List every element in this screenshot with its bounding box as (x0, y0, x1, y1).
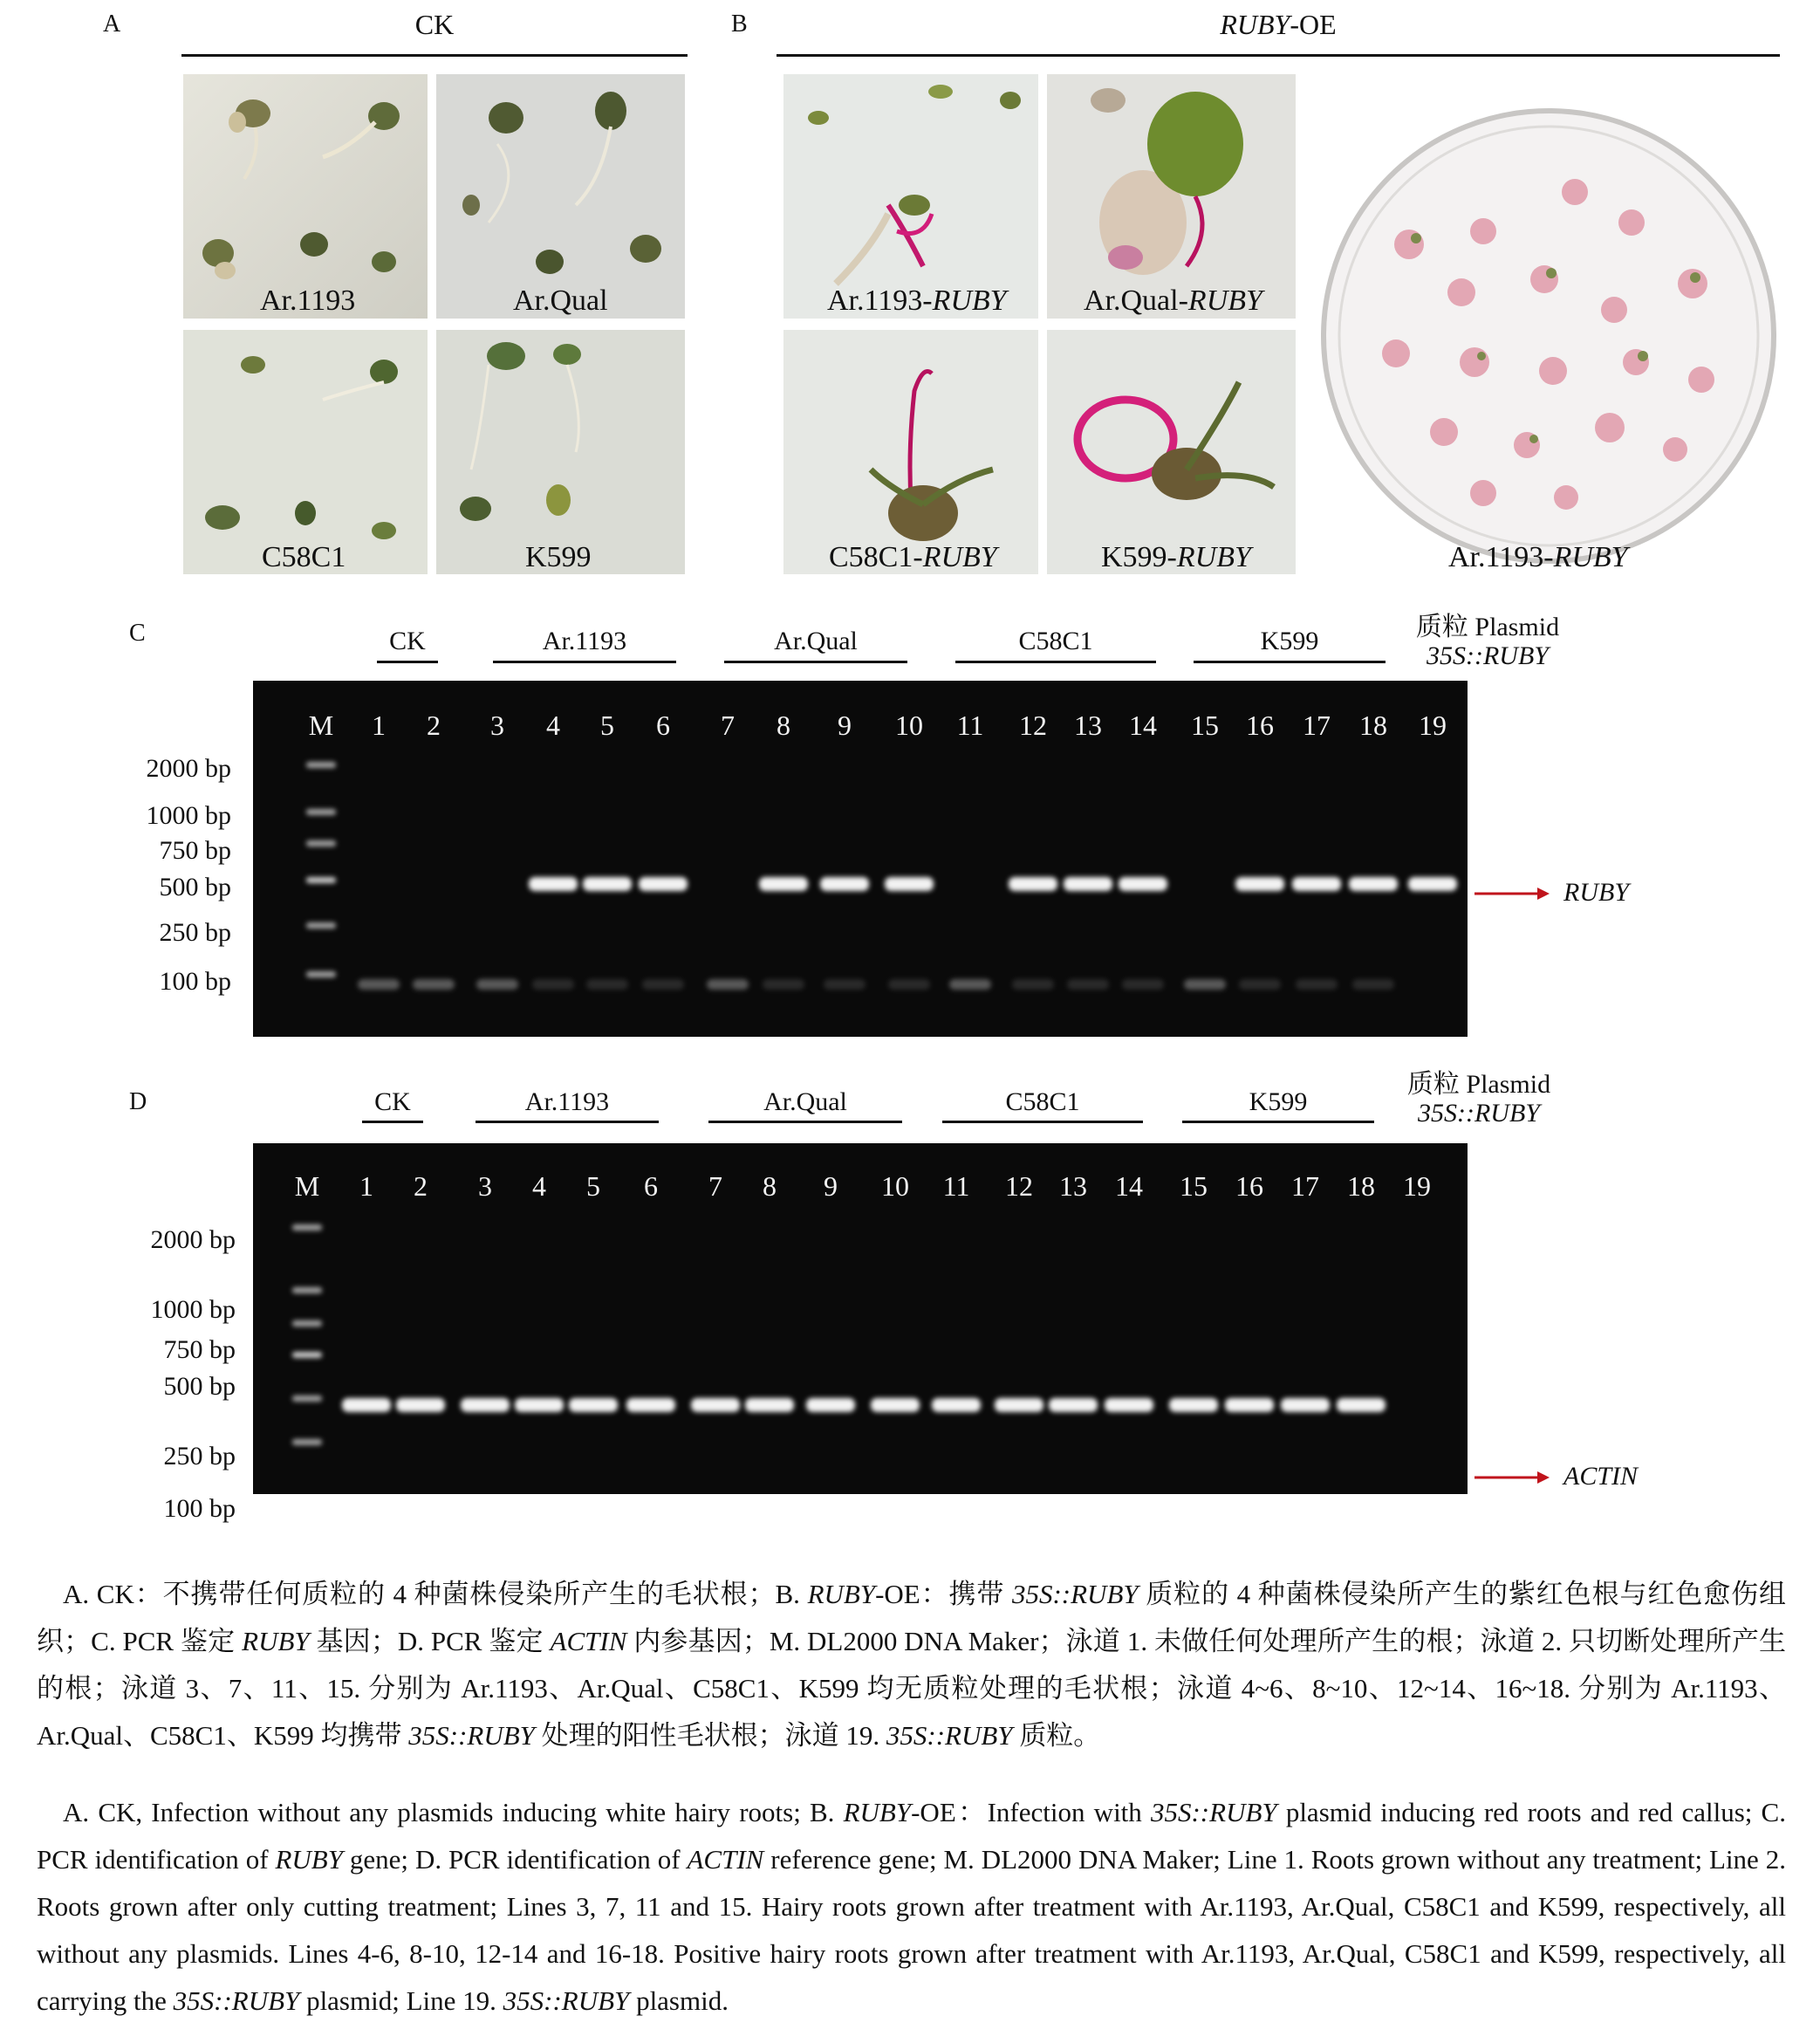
gel-lane-label: 15 (1191, 710, 1219, 741)
gel-lane-label: 19 (1419, 710, 1447, 741)
caption-en-run: plasmid. (629, 1985, 729, 2016)
caption-en-run: A. CK, Infection without any plasmids inducing white hairy roots; B. (63, 1797, 844, 1827)
sample-band-lane-10 (871, 1398, 920, 1412)
gel-c-group-k599: K599 (1260, 627, 1319, 655)
primer-dimer-smear (1067, 979, 1109, 990)
ladder-band (292, 1352, 322, 1358)
sample-band-lane-4 (529, 877, 578, 891)
panel-label-b: B (731, 10, 748, 38)
caption-en-run: reference gene; M. DL2000 DNA Maker; Line 1. Roots grown without any treatment; Line 2. Roots grown after only cutting treatment; Lines 3, 7, 11 and 15. Hairy roots grown after treatment with Ar.1193, Ar.Qual, C58C1 and K599, respectively, all without any plasmids. Lines 4-6, 8-10, 12-14 and 16-18. Positive hairy roots grown after treatment with Ar.1193, Ar.Qual, C58C1 and K599, respectively, all carrying the (37, 1844, 1786, 2016)
gel-lane-label: 6 (644, 1170, 658, 1202)
caption-cn-run: -OE：携带 (875, 1579, 1012, 1609)
gel-d-group-arqual-rule (708, 1121, 902, 1123)
panel-label-c: C (129, 620, 146, 647)
gel-d-group-ar1193: Ar.1193 (524, 1087, 610, 1116)
photo-caption-ruby-k599: K599-RUBY (1101, 541, 1251, 573)
ladder-band (292, 1320, 322, 1327)
primer-dimer-smear (763, 979, 804, 990)
gel-d-group-c58c1: C58C1 (1005, 1087, 1080, 1116)
photo-ruby-k599 (1047, 330, 1296, 574)
gel-lane-label: 5 (586, 1170, 600, 1202)
sample-band-lane-13 (1049, 1398, 1098, 1412)
primer-dimer-smear (586, 979, 628, 990)
gel-lane-label: 3 (478, 1170, 492, 1202)
gel-c-group-c58c1: C58C1 (1018, 627, 1093, 655)
gel-lane-label: 1 (359, 1170, 373, 1202)
ladder-band (306, 809, 336, 815)
sample-band-lane-16 (1235, 877, 1284, 891)
ladder-band (292, 1287, 322, 1293)
gel-lane-label: 10 (895, 710, 923, 741)
gel-lane-label: 9 (838, 710, 852, 741)
gel-c-ladder-label-500: 500 bp (159, 873, 231, 902)
panel-a-header: CK (414, 9, 455, 40)
gel-lane-label: 16 (1235, 1170, 1263, 1202)
primer-dimer-smear (642, 979, 684, 990)
gel-c-image (253, 681, 1468, 1037)
gel-c-group-ar1193: Ar.1193 (542, 627, 627, 655)
photo-ck-ar1193 (183, 74, 428, 319)
ladder-band (292, 1395, 322, 1402)
primer-dimer-smear (1012, 979, 1054, 990)
gel-lane-label: 10 (881, 1170, 909, 1202)
gel-d-group-ck: CK (374, 1087, 411, 1116)
gel-lane-label: M (294, 1170, 320, 1202)
gel-lane-label: 7 (721, 710, 735, 741)
sample-band-lane-13 (1064, 877, 1112, 891)
sample-band-lane-8 (745, 1398, 794, 1412)
gel-c-group-k599-rule (1194, 661, 1386, 663)
gel-lane-label: 12 (1019, 710, 1047, 741)
caption-en-run: RUBY (843, 1797, 912, 1827)
gel-lane-label: 17 (1303, 710, 1331, 741)
ladder-band (306, 762, 336, 768)
caption-cn-run: 处理的阳性毛状根；泳道 19. (534, 1720, 886, 1751)
caption-cn-run: RUBY (242, 1626, 310, 1656)
ladder-band (306, 877, 336, 883)
caption-cn-run: A. CK：不携带任何质粒的 4 种菌株侵染所产生的毛状根；B. (63, 1579, 808, 1609)
gel-c-ladder-label-2000: 2000 bp (146, 754, 231, 783)
ladder-band (306, 840, 336, 847)
gel-lane-label: 1 (372, 710, 386, 741)
gel-lane-label: 11 (942, 1170, 970, 1202)
caption-cn-run: 基因；D. PCR 鉴定 (309, 1626, 551, 1656)
photo-caption-ck-ar1193: Ar.1193 (260, 285, 356, 317)
primer-dimer-smear (949, 979, 991, 990)
gel-lane-label: 13 (1074, 710, 1102, 741)
sample-band-lane-16 (1225, 1398, 1274, 1412)
primer-dimer-smear (358, 979, 400, 990)
gel-lane-label: 15 (1180, 1170, 1208, 1202)
gel-lane-label: 4 (546, 710, 560, 741)
sample-band-lane-11 (932, 1398, 981, 1412)
gel-lane-label: 19 (1403, 1170, 1431, 1202)
gel-lane-label: 2 (427, 710, 441, 741)
gel-c-ladder-label-1000: 1000 bp (146, 801, 231, 830)
primer-dimer-smear (413, 979, 455, 990)
primer-dimer-smear (1184, 979, 1226, 990)
gel-d-group-ar1193-rule (476, 1121, 659, 1123)
caption-cn-run: 内参基因；M. DL2000 DNA Maker；泳道 1. 未做任何处理所产生的根；泳道 2. 只切断处理所产生的根；泳道 3、7、11、15. 分别为 Ar.1193、Ar.Qual、C58C1、K599 均无质粒处理的毛状根；泳道 4~6、8~10、12~14、16~18. 分别为 Ar.1193、Ar.Qual、C58C1、K599 均携带 (37, 1626, 1786, 1751)
gel-d-target-label: ACTIN (1563, 1462, 1639, 1491)
photo-ck-c58c1 (183, 330, 428, 574)
gel-d-ladder-label-750: 750 bp (163, 1335, 236, 1364)
sample-band-lane-12 (1009, 877, 1057, 891)
gel-c-group-arqual-rule (724, 661, 907, 663)
photo-ruby-c58c1 (783, 330, 1038, 574)
gel-c-group-ck-rule (377, 661, 438, 663)
gel-d-ladder-label-250: 250 bp (163, 1442, 236, 1471)
gel-lane-label: 14 (1115, 1170, 1143, 1202)
sample-band-lane-18 (1337, 1398, 1386, 1412)
photo-caption-ck-k599: K599 (525, 541, 592, 573)
gel-lane-label: 18 (1347, 1170, 1375, 1202)
gel-lane-label: 16 (1246, 710, 1274, 741)
sample-band-lane-17 (1281, 1398, 1330, 1412)
gel-lane-label: 8 (777, 710, 790, 741)
sample-band-lane-7 (691, 1398, 740, 1412)
gel-lane-label: 18 (1359, 710, 1387, 741)
gel-d-ladder-label-2000: 2000 bp (150, 1225, 236, 1254)
primer-dimer-smear (476, 979, 518, 990)
gel-lane-label: 3 (490, 710, 504, 741)
sample-band-lane-18 (1349, 877, 1398, 891)
panel-b-header: RUBY-OE (1220, 9, 1337, 40)
gel-d-group-arqual: Ar.Qual (763, 1087, 847, 1116)
sample-band-lane-9 (820, 877, 869, 891)
photo-ruby-ar1193 (783, 74, 1038, 319)
photo-ck-arqual (436, 74, 685, 319)
gel-c-ladder-label-100: 100 bp (159, 967, 231, 996)
caption-cn-run: 35S::RUBY (1011, 1579, 1139, 1609)
panel-a-header-rule (181, 54, 688, 57)
primer-dimer-smear (532, 979, 574, 990)
caption-en-run: gene; D. PCR identification of (342, 1844, 688, 1875)
gel-d-arrow-icon (1473, 1469, 1551, 1486)
ladder-band (306, 922, 336, 929)
gel-lane-label: 5 (600, 710, 614, 741)
sample-band-lane-6 (639, 877, 688, 891)
sample-band-lane-14 (1119, 877, 1167, 891)
gel-d-group-c58c1-rule (942, 1121, 1143, 1123)
photo-ruby-arqual (1047, 74, 1296, 319)
ladder-band (292, 1439, 322, 1445)
sample-band-lane-5 (569, 1398, 618, 1412)
gel-lane-label: 12 (1005, 1170, 1033, 1202)
sample-band-lane-12 (995, 1398, 1043, 1412)
gel-c-group-ck: CK (389, 627, 426, 655)
sample-band-lane-8 (759, 877, 808, 891)
primer-dimer-smear (1239, 979, 1281, 990)
caption-cn-run: 质粒的 4 种菌株侵染所产生的紫红色根与红色愈伤组织；C. PCR 鉴定 (37, 1579, 1786, 1656)
gel-d-image (253, 1143, 1468, 1494)
photo-ck-k599 (436, 330, 685, 574)
gel-c-group-ar1193-rule (493, 661, 676, 663)
gel-lane-label: 2 (414, 1170, 428, 1202)
gel-d-ladder-label-500: 500 bp (163, 1372, 236, 1401)
gel-d-plasmid-label: 质粒 Plasmid 35S::RUBY (1406, 1070, 1551, 1128)
caption-en-run: 35S::RUBY (503, 1985, 630, 2016)
gel-lane-label: M (308, 710, 334, 741)
caption-en-run: 35S::RUBY (173, 1985, 300, 2016)
gel-c-group-arqual: Ar.Qual (774, 627, 858, 655)
figure-caption-english (37, 1789, 1786, 2025)
figure-caption-chinese (37, 1571, 1786, 1759)
sample-band-lane-6 (626, 1398, 675, 1412)
caption-en-run: plasmid inducing red roots and red callus; C. PCR identification of (37, 1797, 1786, 1875)
gel-c-ladder-label-750: 750 bp (159, 836, 231, 865)
gel-lane-label: 11 (956, 710, 984, 741)
gel-lane-label: 8 (763, 1170, 777, 1202)
gel-lane-label: 17 (1291, 1170, 1319, 1202)
panel-b-header-rule (777, 54, 1780, 57)
photo-caption-ruby-ar1193: Ar.1193-RUBY (827, 285, 1007, 317)
caption-en-run: ACTIN (687, 1844, 764, 1875)
photo-caption-ruby-petri: Ar.1193-RUBY (1448, 541, 1628, 573)
gel-c-arrow-icon (1473, 885, 1551, 902)
gel-lane-label: 7 (708, 1170, 722, 1202)
gel-lane-label: 14 (1129, 710, 1157, 741)
caption-cn-run: 35S::RUBY (886, 1720, 1013, 1751)
sample-band-lane-4 (515, 1398, 564, 1412)
caption-en-run: plasmid; Line 19. (299, 1985, 503, 2016)
gel-c-target-label: RUBY (1563, 878, 1629, 907)
gel-lane-label: 13 (1059, 1170, 1087, 1202)
photo-caption-ruby-c58c1: C58C1-RUBY (829, 541, 997, 573)
photo-caption-ck-arqual: Ar.Qual (513, 285, 608, 317)
primer-dimer-smear (824, 979, 866, 990)
caption-cn-run: RUBY (807, 1579, 876, 1609)
caption-cn-run: 质粒。 (1012, 1720, 1101, 1751)
primer-dimer-smear (1296, 979, 1338, 990)
gel-c-ladder-label-250: 250 bp (159, 918, 231, 947)
sample-band-lane-5 (583, 877, 632, 891)
sample-band-lane-17 (1292, 877, 1341, 891)
ladder-band (292, 1224, 322, 1231)
panel-label-a: A (103, 10, 121, 38)
gel-d-group-k599: K599 (1249, 1087, 1308, 1116)
caption-en-run: -OE：Infection with (911, 1797, 1151, 1827)
caption-en-run: RUBY (275, 1844, 343, 1875)
sample-band-lane-15 (1169, 1398, 1218, 1412)
gel-lane-label: 9 (824, 1170, 838, 1202)
caption-en-run: 35S::RUBY (1150, 1797, 1277, 1827)
primer-dimer-smear (1122, 979, 1164, 990)
ladder-band (306, 971, 336, 977)
gel-d-group-k599-rule (1182, 1121, 1374, 1123)
sample-band-lane-2 (396, 1398, 445, 1412)
gel-c-group-c58c1-rule (955, 661, 1156, 663)
gel-lane-label: 6 (656, 710, 670, 741)
photo-caption-ck-c58c1: C58C1 (262, 541, 346, 573)
gel-d-group-ck-rule (362, 1121, 423, 1123)
caption-cn-run: 35S::RUBY (408, 1720, 535, 1751)
gel-d-ladder-label-100: 100 bp (163, 1494, 236, 1523)
gel-d-ladder-label-1000: 1000 bp (150, 1295, 236, 1324)
photo-ruby-petri-dish (1309, 100, 1797, 589)
primer-dimer-smear (1352, 979, 1394, 990)
sample-band-lane-14 (1105, 1398, 1153, 1412)
sample-band-lane-9 (806, 1398, 855, 1412)
panel-label-d: D (129, 1088, 147, 1115)
caption-cn-run: ACTIN (550, 1626, 627, 1656)
sample-band-lane-19 (1408, 877, 1457, 891)
gel-c-plasmid-label: 质粒 Plasmid 35S::RUBY (1415, 613, 1560, 670)
primer-dimer-smear (707, 979, 749, 990)
photo-caption-ruby-arqual: Ar.Qual-RUBY (1084, 285, 1262, 317)
sample-band-lane-3 (461, 1398, 510, 1412)
primer-dimer-smear (888, 979, 930, 990)
sample-band-lane-1 (342, 1398, 391, 1412)
gel-lane-label: 4 (532, 1170, 546, 1202)
sample-band-lane-10 (885, 877, 934, 891)
